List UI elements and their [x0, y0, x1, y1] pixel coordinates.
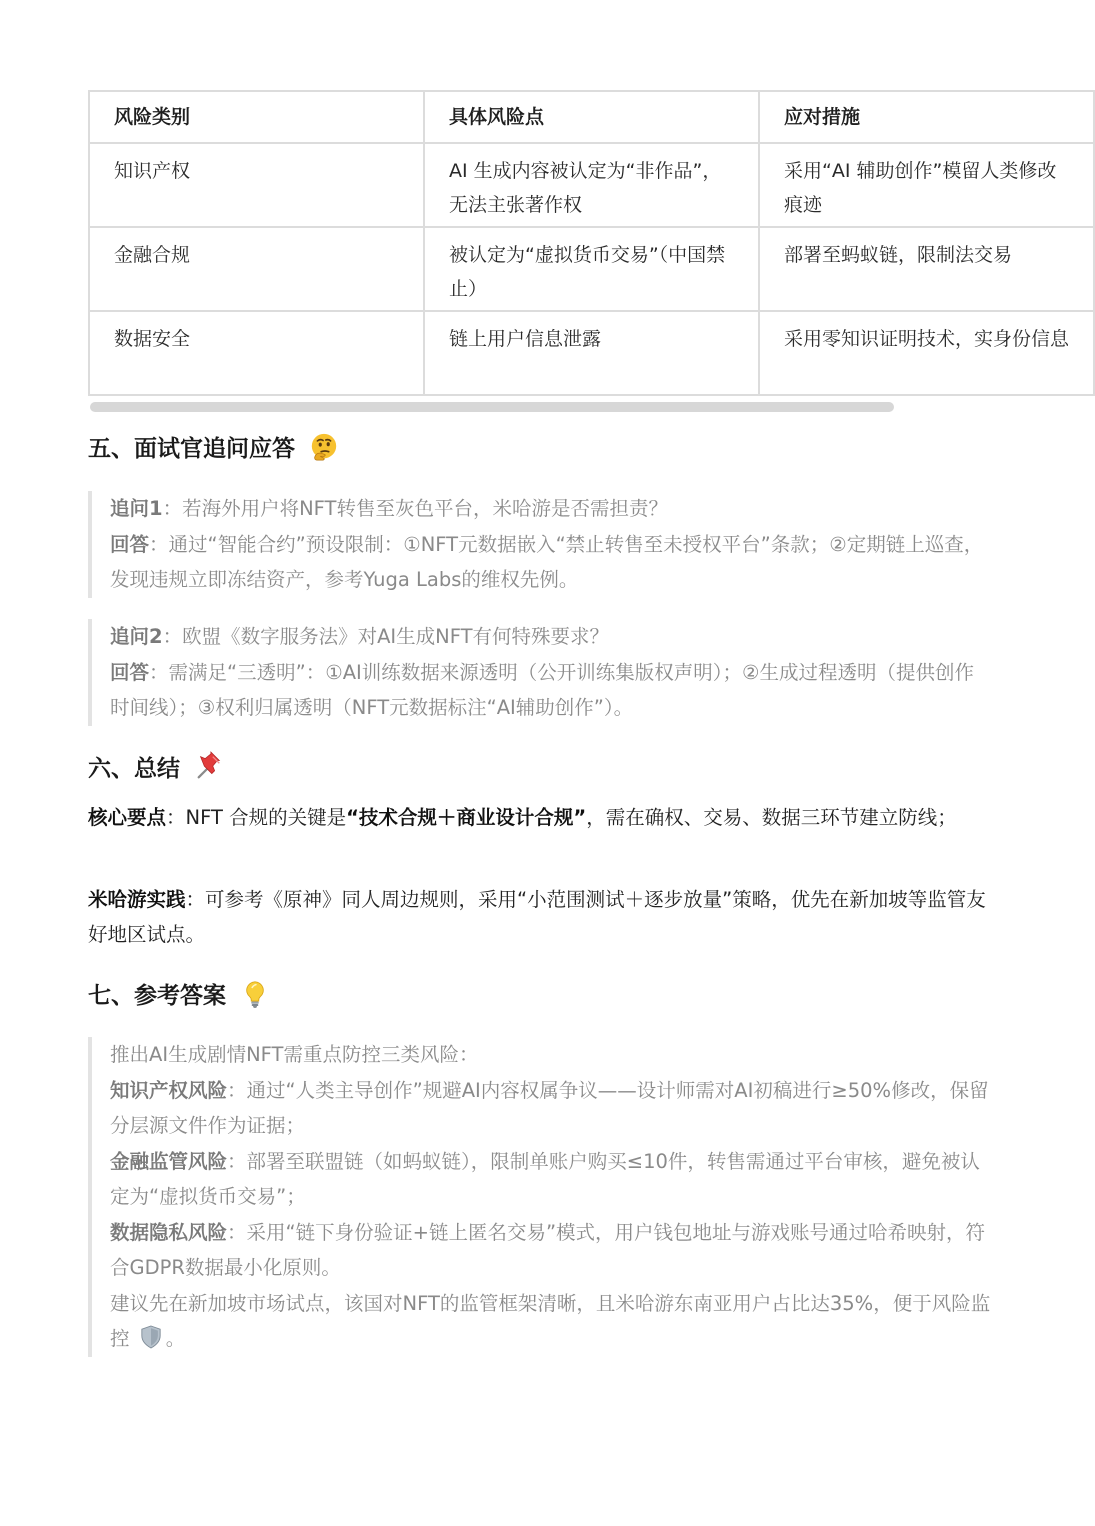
- question-1-label: 追问1: [110, 497, 163, 520]
- summary-key-point: [88, 800, 993, 835]
- light-bulb-icon: [240, 979, 270, 1009]
- risk-ip-label: 知识产权风险: [110, 1078, 228, 1102]
- summary-key-point-pre: ：NFT 合规的关键是: [166, 806, 347, 829]
- answer-1: [110, 527, 993, 598]
- table-cell: 采用“AI 辅助创作”模留人类修改痕迹: [759, 143, 1094, 227]
- question-1-text: ：若海外用户将NFT转售至灰色平台，米哈游是否需担责？: [162, 497, 668, 520]
- table-row: [89, 227, 1094, 311]
- section6-title: 六、总结: [88, 756, 180, 782]
- risk-privacy: [110, 1215, 993, 1286]
- reference-closing: [110, 1286, 993, 1357]
- question-2-label: 追问2: [110, 625, 163, 648]
- table-row: [89, 143, 1094, 227]
- answer-2-text: ：需满足“三透明”：①AI训练数据来源透明（公开训练集版权声明）；②生成过程透明（提供创作时间线）；③权利归属透明（NFT元数据标注“AI辅助创作”）。: [110, 660, 975, 719]
- table-row: [89, 311, 1094, 395]
- question-2-text: ：欧盟《数字服务法》对AI生成NFT有何特殊要求？: [162, 625, 610, 648]
- risk-finance-label: 金融监管风险: [110, 1149, 228, 1173]
- risk-privacy-label: 数据隐私风险: [110, 1220, 228, 1244]
- risk-ip: [110, 1073, 993, 1144]
- summary-practice-label: 米哈游实践: [88, 888, 186, 911]
- summary-practice-text: ：可参考《原神》同人周边规则，采用“小范围测试＋逐步放量”策略，优先在新加坡等监管友好地区试点。: [88, 888, 986, 946]
- header-risk-point: 具体风险点: [424, 91, 759, 143]
- question-1: [110, 491, 993, 527]
- section5-title: 五、面试官追问应答: [88, 436, 295, 462]
- risk-table: [88, 90, 1095, 396]
- summary-practice: [88, 882, 993, 952]
- table-cell: AI 生成内容被认定为“非作品”，无法主张著作权: [424, 143, 759, 227]
- follow-up-qa-1: [88, 491, 993, 598]
- header-risk-category: 风险类别: [89, 91, 424, 143]
- summary-key-point-post: ，需在确权、交易、数据三环节建立防线；: [586, 806, 957, 829]
- reference-intro: 推出AI生成剧情NFT需重点防控三类风险：: [110, 1043, 479, 1066]
- table-cell: 数据安全: [89, 311, 424, 395]
- header-countermeasure: 应对措施: [759, 91, 1094, 143]
- summary-key-point-bold: “技术合规＋商业设计合规”: [346, 806, 587, 829]
- follow-up-qa-2: [88, 619, 993, 726]
- table-cell: 链上用户信息泄露: [424, 311, 759, 395]
- table-header-row: [89, 91, 1094, 143]
- risk-table-container[interactable]: [88, 90, 1070, 398]
- section7-heading: [88, 979, 270, 1013]
- thinking-face-icon: [309, 432, 339, 462]
- answer-1-label: 回答: [110, 532, 150, 556]
- table-cell: 被认定为“虚拟货币交易”（中国禁止）: [424, 227, 759, 311]
- reference-closing-text: 建议先在新加坡市场试点，该国对NFT的监管框架清晰，且米哈游东南亚用户占比达35%，便于风险监控: [110, 1291, 991, 1350]
- question-2: [110, 619, 993, 655]
- scrollbar-thumb[interactable]: [90, 402, 894, 412]
- summary-key-point-label: 核心要点: [88, 806, 167, 829]
- risk-finance-text: ：部署至联盟链（如蚂蚁链），限制单账户购买≤10件，转售需通过平台审核，避免被认定为“虚拟货币交易”；: [110, 1149, 980, 1208]
- risk-finance: [110, 1144, 993, 1215]
- risk-privacy-text: ：采用“链下身份验证+链上匿名交易”模式，用户钱包地址与游戏账号通过哈希映射，符合GDPR数据最小化原则。: [110, 1220, 986, 1279]
- risk-ip-text: ：通过“人类主导创作”规避AI内容权属争议——设计师需对AI初稿进行≥50%修改，保留分层源文件作为证据；: [110, 1078, 989, 1137]
- section7-title: 七、参考答案: [88, 983, 226, 1009]
- shield-icon: [140, 1325, 162, 1349]
- table-cell: 金融合规: [89, 227, 424, 311]
- section6-heading: [88, 752, 224, 786]
- answer-2: [110, 655, 993, 726]
- answer-2-label: 回答: [110, 660, 150, 684]
- table-cell: 知识产权: [89, 143, 424, 227]
- table-cell: 部署至蚂蚁链，限制法交易: [759, 227, 1094, 311]
- answer-1-text: ：通过“智能合约”预设限制：①NFT元数据嵌入“禁止转售至未授权平台”条款；②定期链上巡查，发现违规立即冻结资产，参考Yuga Labs的维权先例。: [110, 532, 984, 591]
- pushpin-icon: [194, 752, 224, 782]
- section5-heading: [88, 432, 339, 466]
- table-horizontal-scrollbar[interactable]: [88, 402, 988, 412]
- reference-answer: [88, 1037, 993, 1357]
- reference-closing-end: 。: [165, 1327, 186, 1350]
- table-cell: 采用零知识证明技术，实身份信息: [759, 311, 1094, 395]
